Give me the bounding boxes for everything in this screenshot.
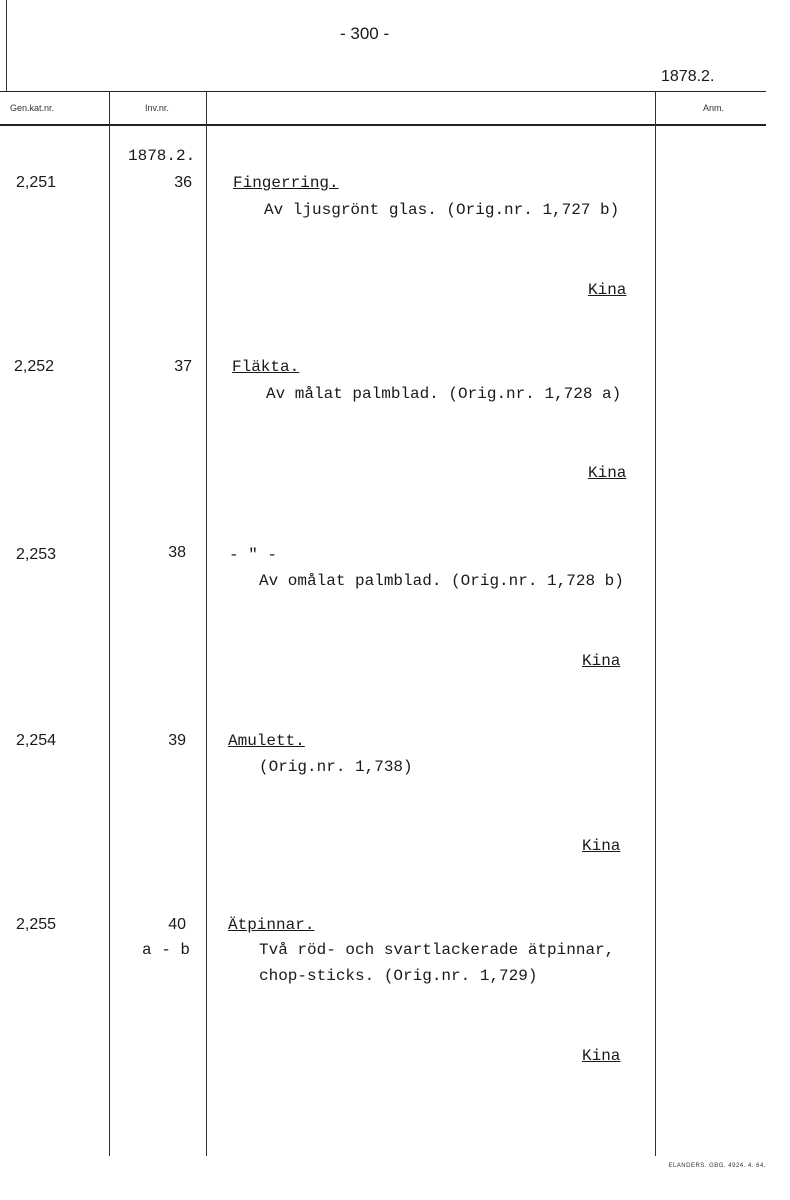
entry-region: Kina [582,837,621,855]
entry-description-continued: chop-sticks. (Orig.nr. 1,729) [259,967,538,985]
inv-number: 39 [168,732,186,749]
inv-number: 37 [174,358,192,375]
entry-description: (Orig.nr. 1,738) [259,758,413,776]
inv-number: 40 [168,916,186,933]
gen-number: 2,254 [16,732,57,749]
inv-number: 38 [168,544,186,561]
column-rule-desc-anm [655,91,656,1156]
entry-title: Amulett. [228,732,305,750]
entry-region: Kina [588,464,627,482]
entry-title: - " - [229,546,278,564]
entry-description: Av ljusgrönt glas. (Orig.nr. 1,727 b) [264,201,620,219]
column-heading-inv: Inv.nr. [145,103,169,113]
entry-description: Av målat palmblad. (Orig.nr. 1,728 a) [266,385,622,403]
entry-description: Av omålat palmblad. (Orig.nr. 1,728 b) [259,572,624,590]
gen-number: 2,252 [14,358,55,375]
page-number: - 300 - [340,24,390,43]
year-marker: 1878.2. [128,147,196,165]
entry-title: Fläkta. [232,358,300,376]
entry-description: Två röd- och svartlackerade ätpinnar, [259,941,615,959]
column-rule-inv-desc [206,91,207,1156]
gen-number: 2,251 [16,174,57,191]
column-rule-gen-inv [109,91,110,1156]
year-header: 1878.2. [661,68,715,85]
column-heading-anm: Anm. [703,103,725,113]
gen-number: 2,255 [16,916,57,933]
printer-imprint: ELANDERS. GBG. 4924. 4. 64. [668,1163,766,1169]
entry-region: Kina [588,281,627,299]
entry-region: Kina [582,1047,621,1065]
header-top-rule [0,91,766,92]
header-bottom-rule [0,124,766,126]
left-margin-rule [6,0,7,91]
entry-region: Kina [582,652,621,670]
entry-title: Fingerring. [233,174,339,192]
inv-subnumber: a - b [142,941,191,959]
gen-number: 2,253 [16,546,57,563]
inv-number: 36 [174,174,192,191]
entry-title: Ätpinnar. [228,916,315,934]
column-heading-gen: Gen.kat.nr. [10,103,55,113]
